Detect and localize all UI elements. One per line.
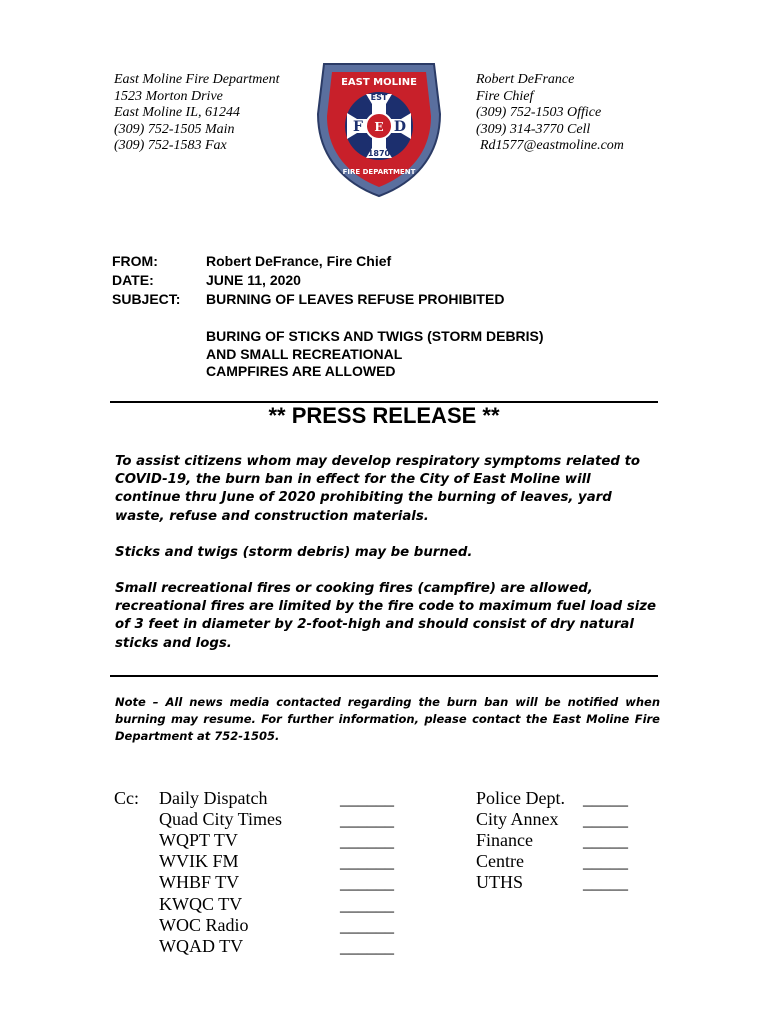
divider-bottom bbox=[110, 675, 658, 677]
address-line: (309) 752-1505 Main bbox=[114, 121, 235, 137]
cc-check-blank: ______ bbox=[340, 809, 394, 829]
media-note: Note – All news media contacted regarding the burn ban will be notified when burning may resume. For further information, please contact the East Moline Fire Department at 752-1505. bbox=[115, 695, 660, 743]
svg-text:F: F bbox=[353, 119, 363, 135]
cc-check-blank: _____ bbox=[583, 788, 628, 808]
address-line: East Moline IL, 61244 bbox=[114, 105, 240, 121]
address-line: East Moline Fire Department bbox=[114, 72, 280, 87]
cc-check-blank: ______ bbox=[340, 872, 394, 892]
cc-check-blank: _____ bbox=[583, 830, 628, 850]
svg-text:E: E bbox=[374, 120, 384, 134]
cc-check-blank: _____ bbox=[583, 872, 628, 892]
svg-text:EST: EST bbox=[370, 93, 388, 102]
cc-recipient: KWQC TV bbox=[159, 894, 243, 914]
subject-label: SUBJECT: bbox=[112, 291, 181, 307]
cc-recipient: WQAD TV bbox=[159, 936, 244, 956]
cc-recipient: Police Dept. bbox=[476, 788, 565, 808]
cc-check-blank: ______ bbox=[340, 788, 394, 808]
contact-line: Fire Chief bbox=[476, 88, 534, 104]
address-line: (309) 752-1583 Fax bbox=[114, 138, 227, 154]
cc-recipient: Daily Dispatch bbox=[159, 788, 268, 808]
subject-extra-line: AND SMALL RECREATIONAL bbox=[206, 345, 403, 362]
contact-line: Robert DeFrance bbox=[476, 72, 575, 87]
cc-check-blank: ______ bbox=[340, 894, 394, 914]
svg-text:D: D bbox=[393, 119, 407, 135]
subject-extra-line: CAMPFIRES ARE ALLOWED bbox=[206, 363, 396, 379]
svg-text:FIRE DEPARTMENT: FIRE DEPARTMENT bbox=[342, 168, 416, 176]
cc-check-blank: ______ bbox=[340, 851, 394, 871]
date-value: JUNE 11, 2020 bbox=[206, 272, 301, 288]
svg-text:EAST MOLINE: EAST MOLINE bbox=[341, 77, 417, 88]
date-label: DATE: bbox=[112, 272, 154, 288]
cc-recipient: WQPT TV bbox=[159, 830, 238, 850]
cc-recipient: Quad City Times bbox=[159, 809, 283, 829]
sender-address-block bbox=[114, 72, 280, 155]
cc-recipient: Finance bbox=[476, 830, 533, 850]
address-line: 1523 Morton Drive bbox=[114, 88, 223, 104]
from-value: Robert DeFrance, Fire Chief bbox=[206, 253, 392, 269]
contact-line: (309) 752-1503 Office bbox=[476, 105, 602, 121]
contact-line: (309) 314-3770 Cell bbox=[476, 121, 591, 137]
subject-value: BURNING OF LEAVES REFUSE PROHIBITED bbox=[206, 291, 505, 307]
press-paragraph: Small recreational fires or cooking fires (campfire) are allowed, recreational fires are limited by the fire code to maximum fuel load size of 3 feet in diameter by 2-foot-high and should consist of dry natural sticks and logs. bbox=[115, 581, 657, 651]
cc-check-blank: ______ bbox=[340, 936, 394, 956]
chief-contact-block bbox=[476, 72, 624, 155]
cc-check-blank: ______ bbox=[340, 915, 394, 935]
cc-recipient: UTHS bbox=[476, 872, 524, 892]
cc-recipient: WHBF TV bbox=[159, 872, 240, 892]
press-paragraph: To assist citizens whom may develop respiratory symptoms related to COVID-19, the burn ban in effect for the City of East Moline will continue thru June of 2020 prohibiting the burning of leaves, yard waste, refuse and construction materials. bbox=[115, 454, 641, 524]
press-release-title: ** PRESS RELEASE ** bbox=[268, 403, 500, 428]
cc-recipient: WVIK FM bbox=[159, 851, 239, 871]
fire-department-logo bbox=[316, 58, 442, 198]
cc-label: Cc: bbox=[114, 788, 139, 808]
cc-check-blank: _____ bbox=[583, 809, 628, 829]
subject-continuation bbox=[206, 328, 544, 381]
cc-recipient: Centre bbox=[476, 851, 524, 871]
contact-email[interactable]: Rd1577@eastmoline.com bbox=[480, 138, 624, 154]
cc-check-blank: _____ bbox=[583, 851, 628, 871]
from-label: FROM: bbox=[112, 253, 158, 269]
press-paragraph: Sticks and twigs (storm debris) may be burned. bbox=[115, 545, 473, 560]
subject-extra-line: BURING OF STICKS AND TWIGS (STORM DEBRIS) bbox=[206, 328, 544, 344]
cc-check-blank: ______ bbox=[340, 830, 394, 850]
svg-text:1870: 1870 bbox=[367, 149, 391, 158]
cc-recipient: WOC Radio bbox=[159, 915, 249, 935]
cc-recipient: City Annex bbox=[476, 809, 559, 829]
